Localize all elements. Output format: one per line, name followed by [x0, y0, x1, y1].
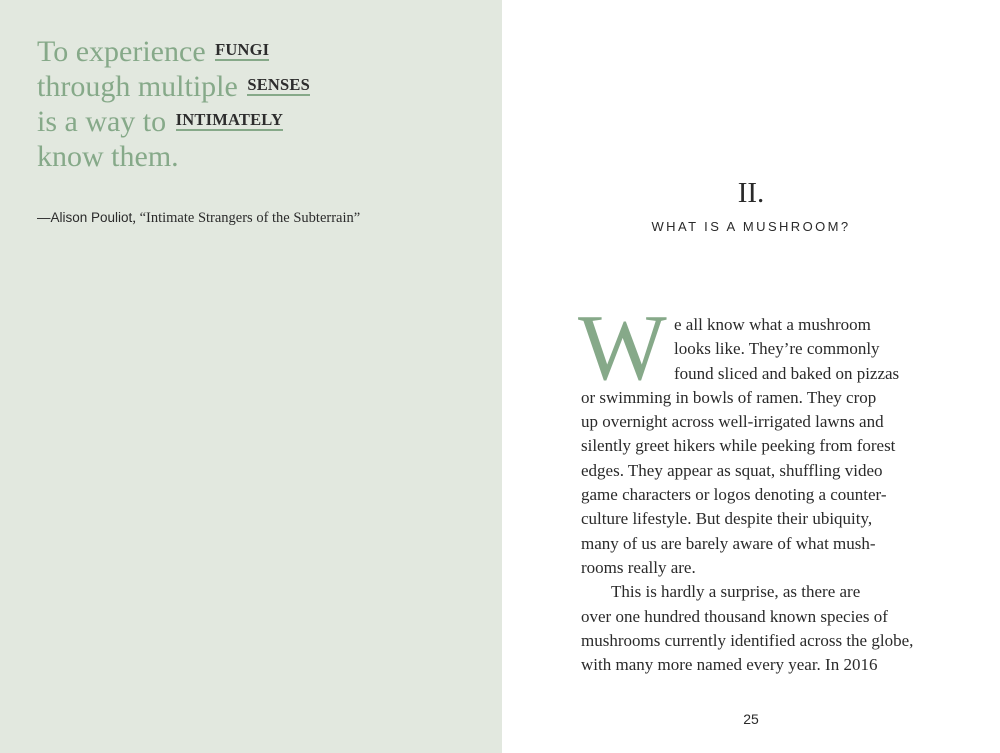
body-line: up overnight across well-irrigated lawns and — [581, 412, 884, 432]
body-line: mushrooms currently identified across the globe, — [581, 630, 914, 650]
body-line: silently greet hikers while peeking from forest — [581, 436, 896, 456]
epigraph-quote — [37, 34, 477, 174]
body-text — [581, 313, 941, 677]
body-line: rooms really are. — [581, 557, 696, 577]
keyword-fungi: FUNGI — [215, 40, 270, 59]
body-line: with many more named every year. In 2016 — [581, 655, 878, 675]
epigraph-line-4: know them. — [37, 140, 179, 173]
keyword-intimately: INTIMATELY — [175, 110, 284, 129]
attribution-work: “Intimate Strangers of the Subterrain” — [139, 210, 361, 226]
drop-cap: W — [578, 296, 667, 400]
epigraph-line-3: is a way to INTIMATELY — [37, 105, 284, 138]
epigraph-line-2: through multiple SENSES — [37, 70, 310, 103]
body-line: e all know what a mushroom — [674, 315, 871, 334]
body-line: edges. They appear as squat, shuffling video — [581, 460, 883, 480]
body-line: This is hardly a surprise, as there are — [611, 582, 861, 602]
epigraph-attribution: —Alison Pouliot, “Intimate Strangers of the Subterrain” — [37, 210, 361, 226]
body-line: looks like. They’re commonly — [674, 339, 880, 359]
chapter-title: WHAT IS A MUSHROOM? — [651, 219, 851, 234]
chapter-number: II. — [737, 177, 765, 209]
body-line: found sliced and baked on pizzas — [674, 363, 900, 383]
page-number: 25 — [743, 711, 759, 727]
body-line: game characters or logos denoting a counter- — [581, 485, 887, 505]
epigraph-line-1: To experience FUNGI — [37, 35, 270, 68]
keyword-senses: SENSES — [247, 75, 310, 94]
body-line: or swimming in bowls of ramen. They crop — [581, 387, 877, 407]
body-line: over one hundred thousand known species of — [581, 606, 888, 626]
attribution-author: —Alison Pouliot — [37, 210, 133, 225]
right-page — [502, 0, 1000, 753]
body-line: many of us are barely aware of what mush- — [581, 533, 876, 553]
body-line: culture lifestyle. But despite their ubiquity, — [581, 509, 873, 529]
